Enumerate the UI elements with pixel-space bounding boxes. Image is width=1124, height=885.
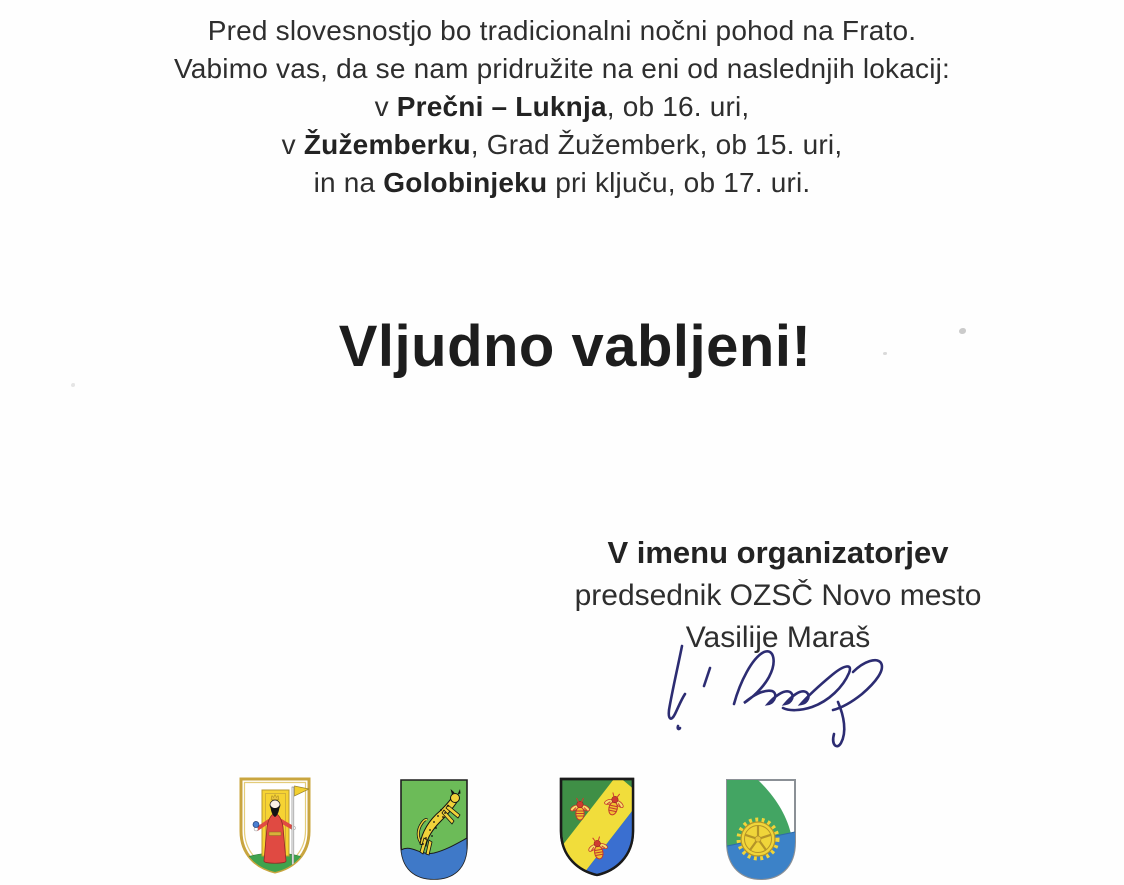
handwritten-signature — [648, 642, 948, 757]
invitation-line-1: Pred slovesnostjo bo tradicionalni nočni pohod na Frato. — [207, 15, 917, 46]
text-segment: in na — [313, 167, 384, 198]
location-name-zuzemberk: Žužemberku — [303, 129, 471, 160]
signature-block — [556, 532, 1000, 659]
president-title-line: predsednik OZSČ Novo mesto — [574, 579, 982, 612]
scan-speck — [959, 328, 966, 334]
text-segment: pri ključu, ob 17. uri. — [547, 167, 811, 198]
signatory-name: Vasilije Maraš — [685, 621, 871, 654]
coat-of-arms-mill-wheel-icon — [722, 776, 800, 882]
organizers-line: V imenu organizatorjev — [607, 535, 949, 570]
location-name-golobinjek: Golobinjeku — [383, 167, 548, 198]
text-segment: v — [281, 129, 304, 160]
staff — [292, 787, 294, 865]
text-segment: , Grad Žužemberk, ob 15. uri, — [470, 129, 843, 160]
coat-of-arms-king-on-throne-icon — [237, 775, 313, 875]
scan-speck — [71, 383, 75, 387]
wheel-hub — [755, 836, 761, 842]
closing-heading: Vljudno vabljeni! — [338, 314, 812, 379]
invitation-line-3 — [0, 88, 1124, 126]
invitation-line-2: Vabimo vas, da se nam pridružite na eni od naslednjih lokacij: — [173, 53, 951, 84]
belt — [269, 832, 281, 836]
coat-of-arms-leaping-lynx-icon — [396, 776, 472, 882]
invitation-line-5 — [0, 164, 1124, 202]
signature-strokes — [669, 646, 882, 746]
invitation-line-4 — [0, 126, 1124, 164]
text-segment: v — [374, 91, 397, 122]
invitation-text-block — [0, 12, 1124, 202]
text-segment: , ob 16. uri, — [606, 91, 750, 122]
coat-of-arms-three-bees-icon — [557, 775, 637, 879]
blue-orb — [253, 822, 259, 828]
lynx-head — [451, 794, 460, 803]
location-name-precna: Prečni – Luknja — [396, 91, 607, 122]
scan-speck — [883, 352, 887, 355]
